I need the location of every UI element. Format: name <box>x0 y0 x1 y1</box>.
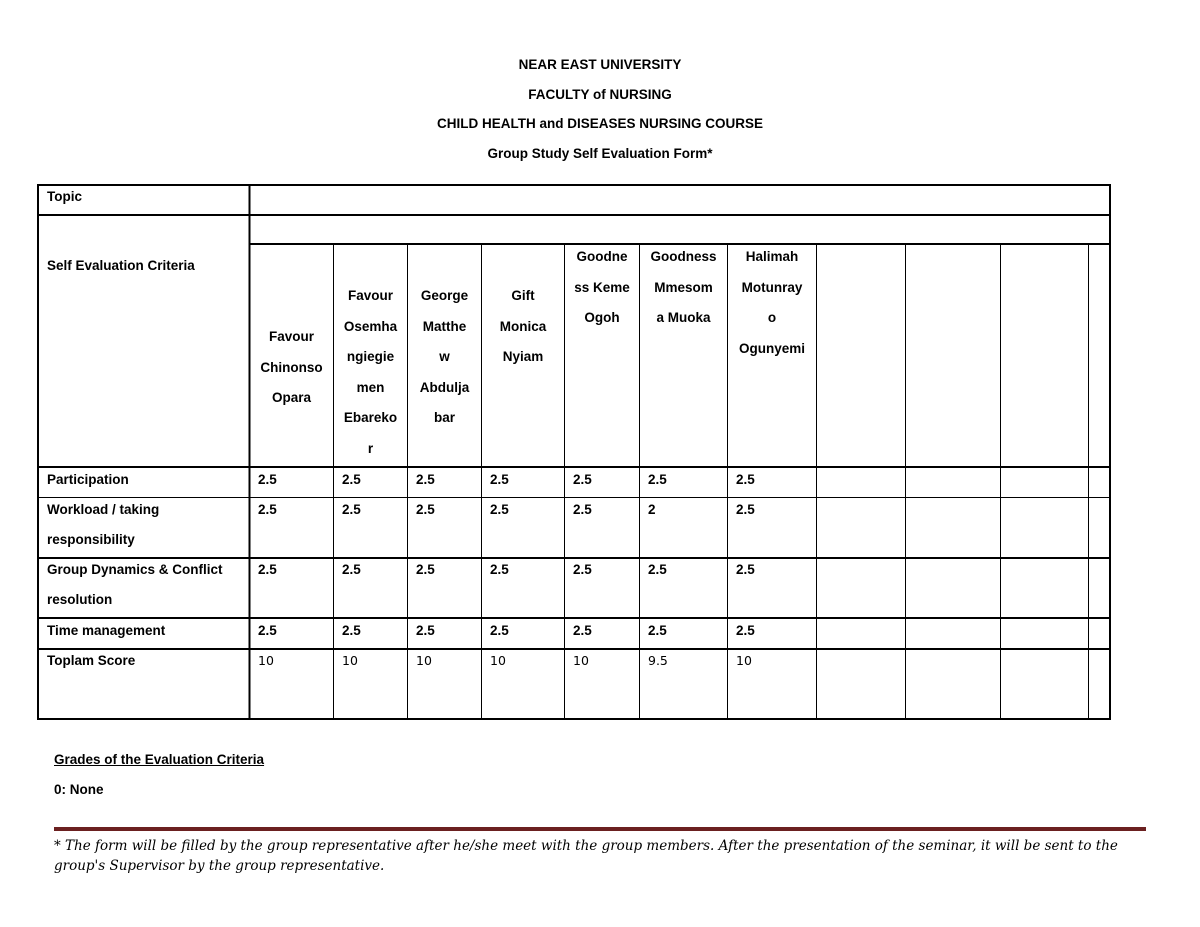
member-name-line: Gift <box>511 288 535 303</box>
score-cell: 2.5 <box>648 562 667 577</box>
member-name-line: ss Keme <box>574 279 630 295</box>
score-cell: 2.5 <box>416 472 435 487</box>
criteria-label: Self Evaluation Criteria <box>47 258 195 273</box>
score-cell: 2.5 <box>416 623 435 638</box>
member-header-2 <box>334 281 407 464</box>
row-label-time-management <box>47 616 165 646</box>
score-cell: 2 <box>648 502 656 517</box>
score-cell: 2.5 <box>416 562 435 577</box>
member-name-line: Opara <box>271 390 312 405</box>
score-cell: 10 <box>416 653 432 668</box>
score-cell: 2.5 <box>342 502 361 517</box>
member-name-line: a Muoka <box>656 310 711 325</box>
footnote: * The form will be filled by the group representative after he/she meet with the group members. After the presentation of the seminar, it will be sent to the group's Supervisor by the group representative. <box>54 838 1118 874</box>
grade-item: 0: None <box>54 782 104 797</box>
member-name-line: bar <box>433 410 455 425</box>
score-cell: 2.5 <box>490 472 509 487</box>
row-label-line: Group Dynamics & Conflict <box>47 562 223 577</box>
score-cell: 2.5 <box>258 502 277 517</box>
row-label-line: responsibility <box>47 532 135 547</box>
score-cell: 2.5 <box>736 472 755 487</box>
member-header-1 <box>250 322 333 422</box>
row-label-line: Workload / taking <box>47 502 160 517</box>
member-header-6 <box>640 242 727 334</box>
score-cell: 2.5 <box>258 472 277 487</box>
score-cell: 2.5 <box>342 562 361 577</box>
score-cell: 10 <box>736 653 752 668</box>
member-name-line: Monica <box>499 318 547 334</box>
member-name-line: George <box>420 288 469 303</box>
score-cell: 2.5 <box>490 502 509 517</box>
score-cell: 10 <box>490 653 506 668</box>
score-cell: 10 <box>258 653 274 668</box>
score-cell: 2.5 <box>736 562 755 577</box>
row-label-line: Time management <box>47 623 166 638</box>
score-cell: 2.5 <box>736 502 755 517</box>
row-label-total-score <box>47 646 135 676</box>
member-name-line: Matthe <box>422 318 467 334</box>
member-name-line: men <box>356 379 385 395</box>
row-label-group-dynamics <box>47 555 223 615</box>
member-name-line: Abdulja <box>419 379 470 395</box>
row-label-line: Participation <box>47 472 129 487</box>
topic-label: Topic <box>47 189 82 204</box>
member-name-line: w <box>439 349 450 364</box>
row-label-participation <box>47 465 129 495</box>
score-cell: 2.5 <box>573 623 592 638</box>
member-name-line: Favour <box>347 288 393 303</box>
member-name-line: Nyiam <box>502 349 544 364</box>
member-name-line: Ogunyemi <box>738 340 805 356</box>
row-label-workload <box>47 495 159 555</box>
form-title: Group Study Self Evaluation Form* <box>487 146 713 161</box>
score-cell: 2.5 <box>573 562 592 577</box>
score-cell: 2.5 <box>416 502 435 517</box>
faculty-name: FACULTY of NURSING <box>528 87 672 102</box>
score-cell: 2.5 <box>258 562 277 577</box>
member-name-line: r <box>367 440 374 456</box>
score-cell: 2.5 <box>490 562 509 577</box>
score-cell: 10 <box>342 653 358 668</box>
member-name-line: ngiegie <box>346 349 395 364</box>
score-cell: 10 <box>573 653 589 668</box>
score-cell: 2.5 <box>342 472 361 487</box>
score-cell: 2.5 <box>648 623 667 638</box>
score-cell: 9.5 <box>648 653 668 668</box>
course-name: CHILD HEALTH and DISEASES NURSING COURSE <box>436 116 764 131</box>
score-cell: 2.5 <box>573 502 592 517</box>
row-label-line: resolution <box>47 592 113 607</box>
score-cell: 2.5 <box>342 623 361 638</box>
member-header-4 <box>482 281 564 373</box>
score-cell: 2.5 <box>490 623 509 638</box>
member-name-line: Goodness <box>650 249 717 264</box>
member-name-line: Chinonso <box>260 359 323 375</box>
member-name-line: Ogoh <box>584 310 620 325</box>
member-header-7 <box>728 242 816 364</box>
member-header-3 <box>408 281 481 434</box>
member-name-line: Osemha <box>343 318 398 334</box>
member-name-line: Halimah <box>745 249 799 264</box>
member-name-line: Motunray <box>741 279 803 295</box>
grades-title: Grades of the Evaluation Criteria <box>54 752 265 767</box>
member-name-line: Ebareko <box>343 410 398 425</box>
member-header-5 <box>565 242 639 334</box>
member-name-line: Mmesom <box>654 279 713 295</box>
university-name: NEAR EAST UNIVERSITY <box>518 57 682 72</box>
row-label-line: Toplam Score <box>47 653 136 668</box>
score-cell: 2.5 <box>648 472 667 487</box>
score-cell: 2.5 <box>736 623 755 638</box>
member-name-line: Favour <box>268 329 314 344</box>
score-cell: 2.5 <box>573 472 592 487</box>
member-name-line: Goodne <box>576 249 628 264</box>
member-name-line: o <box>767 310 777 325</box>
score-cell: 2.5 <box>258 623 277 638</box>
